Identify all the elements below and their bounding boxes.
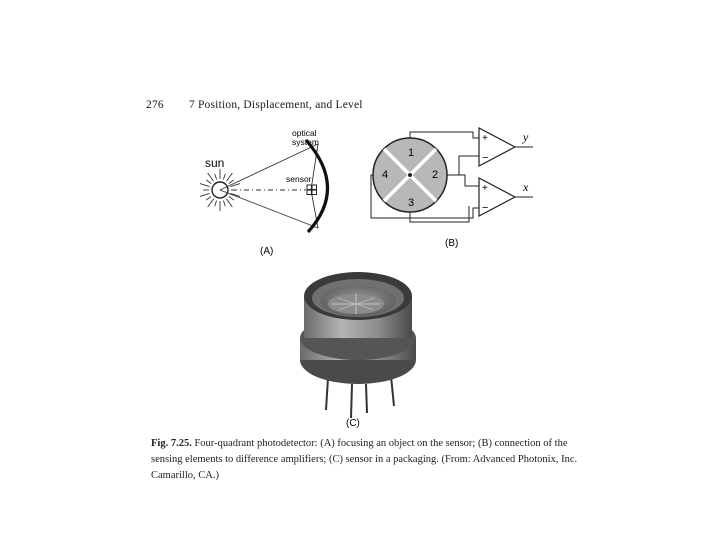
sun-ray xyxy=(206,180,211,184)
sensor-label: sensor xyxy=(286,174,312,184)
optical-label-2: system xyxy=(292,137,319,147)
quadrant-3-label: 3 xyxy=(408,197,415,209)
sun-ray xyxy=(208,173,214,181)
sun-ray xyxy=(208,199,214,207)
optical-label-1: optical xyxy=(292,128,317,138)
bottom-minus-label: − xyxy=(482,202,489,214)
lower-ray-line xyxy=(220,190,318,228)
chapter-title: 7 Position, Displacement, and Level xyxy=(188,99,363,111)
quadrant-2-label: 2 xyxy=(432,169,439,181)
figure-a-focusing-diagram xyxy=(190,122,370,262)
quadrant-1-label: 1 xyxy=(408,147,415,159)
caption-text: Four-quadrant photodetector: (A) focusing an object on the sensor; (B) connection of the sensing elements to difference amplifiers; (C) sensor in a packaging. (From: Advanced Photonix, Inc. Camarillo, CA.) xyxy=(151,438,578,481)
sun-ray xyxy=(206,196,211,200)
figure-c-packaged-sensor xyxy=(288,268,428,428)
panel-a-label: (A) xyxy=(260,246,274,257)
sun-ray xyxy=(223,174,225,180)
panel-b-label: (B) xyxy=(445,238,459,249)
top-minus-label: − xyxy=(482,152,489,164)
sun-ray xyxy=(226,199,232,207)
figure-b-amplifier-diagram xyxy=(365,120,545,260)
panel-c-label: (C) xyxy=(346,418,360,428)
sun-ray xyxy=(200,193,210,196)
top-plus-label: + xyxy=(482,133,488,144)
quad-sensor-icon xyxy=(307,185,317,195)
page-number: 276 xyxy=(146,99,164,111)
sun-ray xyxy=(215,200,217,206)
quadrant-4-label: 4 xyxy=(382,169,389,181)
page-header xyxy=(146,99,363,111)
sun-label: sun xyxy=(205,156,225,170)
figure-caption xyxy=(151,436,591,484)
output-y-label: y xyxy=(523,130,529,144)
sun-ray xyxy=(229,196,234,200)
bottom-plus-label: + xyxy=(482,183,488,194)
sun-ray xyxy=(215,174,217,180)
caption-label: Fig. 7.25. xyxy=(151,438,192,449)
sun-ray xyxy=(226,173,232,181)
sun-ray xyxy=(200,184,210,187)
output-x-label: x xyxy=(523,180,529,194)
sensor-photo xyxy=(300,272,416,418)
sun-ray xyxy=(229,180,234,184)
sun-ray xyxy=(223,200,225,206)
